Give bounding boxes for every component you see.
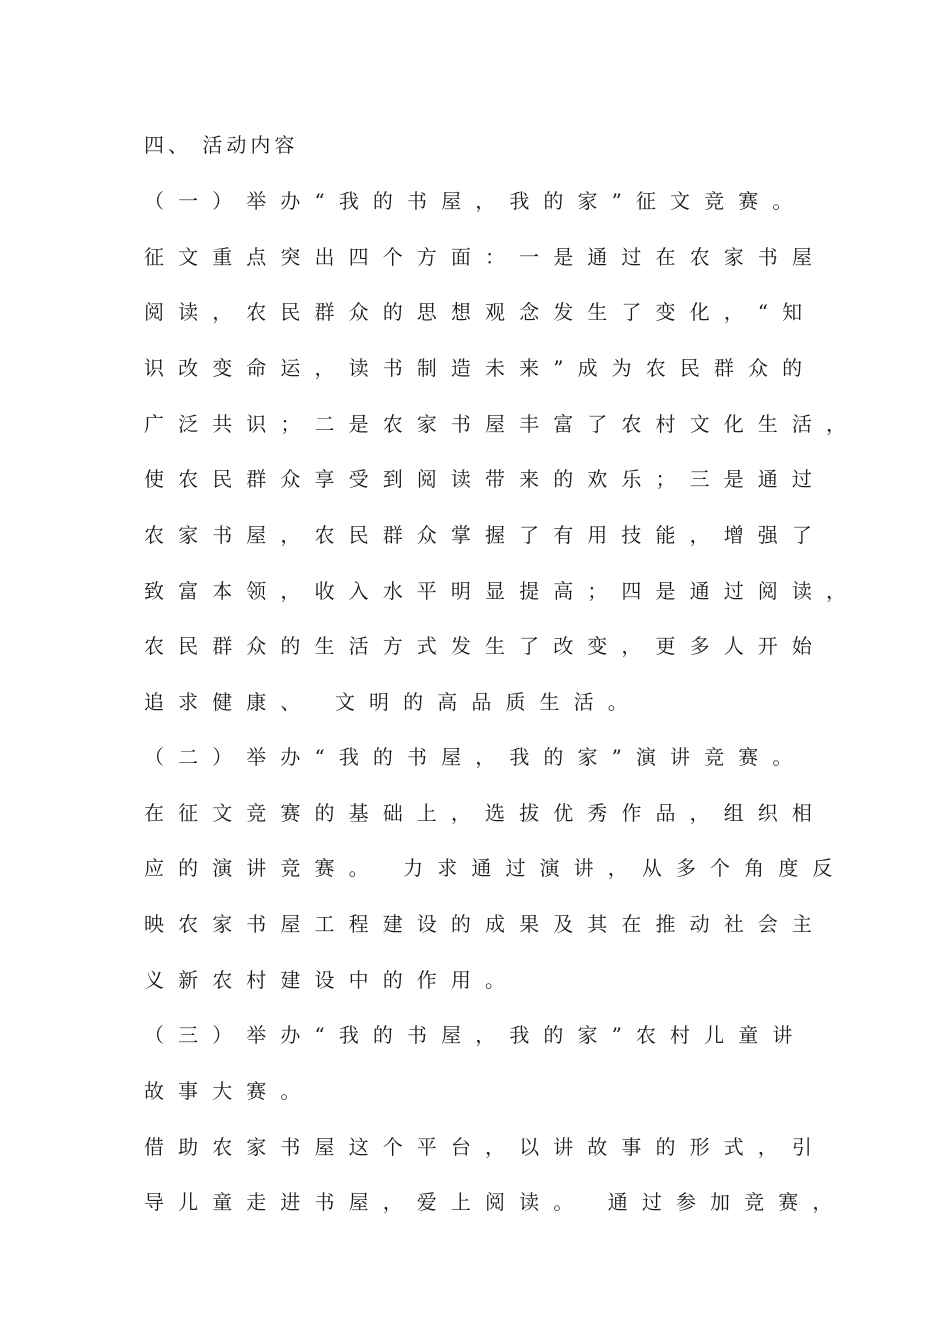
- paragraph-line: 追求健康、 文明的高品质生活。: [144, 690, 642, 714]
- paragraph-line: 广泛共识；二是农家书屋丰富了农村文化生活，: [144, 412, 861, 436]
- subsection-heading-3: （三）举办“我的书屋，我的家”农村儿童讲: [144, 1023, 807, 1047]
- paragraph-line: 在征文竞赛的基础上，选拔优秀作品，组织相: [144, 801, 826, 825]
- paragraph-line: 借助农家书屋这个平台，以讲故事的形式，引: [144, 1135, 826, 1159]
- section-heading: 四、 活动内容: [144, 133, 299, 157]
- paragraph-line: 应的演讲竞赛。 力求通过演讲，从多个角度反: [144, 856, 847, 880]
- paragraph-line: 农民群众的生活方式发生了改变，更多人开始: [144, 634, 826, 658]
- paragraph-line: 义新农村建设中的作用。: [144, 968, 520, 992]
- subsection-heading-2: （二）举办“我的书屋，我的家”演讲竞赛。: [144, 745, 807, 769]
- paragraph-line: 致富本领，收入水平明显提高；四是通过阅读，: [144, 579, 861, 603]
- paragraph-line: 导儿童走进书屋，爱上阅读。 通过参加竞赛，: [144, 1190, 847, 1214]
- paragraph-line: 使农民群众享受到阅读带来的欢乐；三是通过: [144, 467, 826, 491]
- paragraph-line: 农家书屋，农民群众掌握了有用技能，增强了: [144, 523, 826, 547]
- paragraph-line: 征文重点突出四个方面：一是通过在农家书屋: [144, 245, 826, 269]
- subsection-heading-1: （一）举办“我的书屋，我的家”征文竞赛。: [144, 189, 807, 213]
- paragraph-line: 阅读，农民群众的思想观念发生了变化，“知: [144, 300, 817, 324]
- paragraph-line: 识改变命运，读书制造未来”成为农民群众的: [144, 356, 817, 380]
- paragraph-line: 映农家书屋工程建设的成果及其在推动社会主: [144, 912, 826, 936]
- paragraph-line: 故事大赛。: [144, 1079, 315, 1103]
